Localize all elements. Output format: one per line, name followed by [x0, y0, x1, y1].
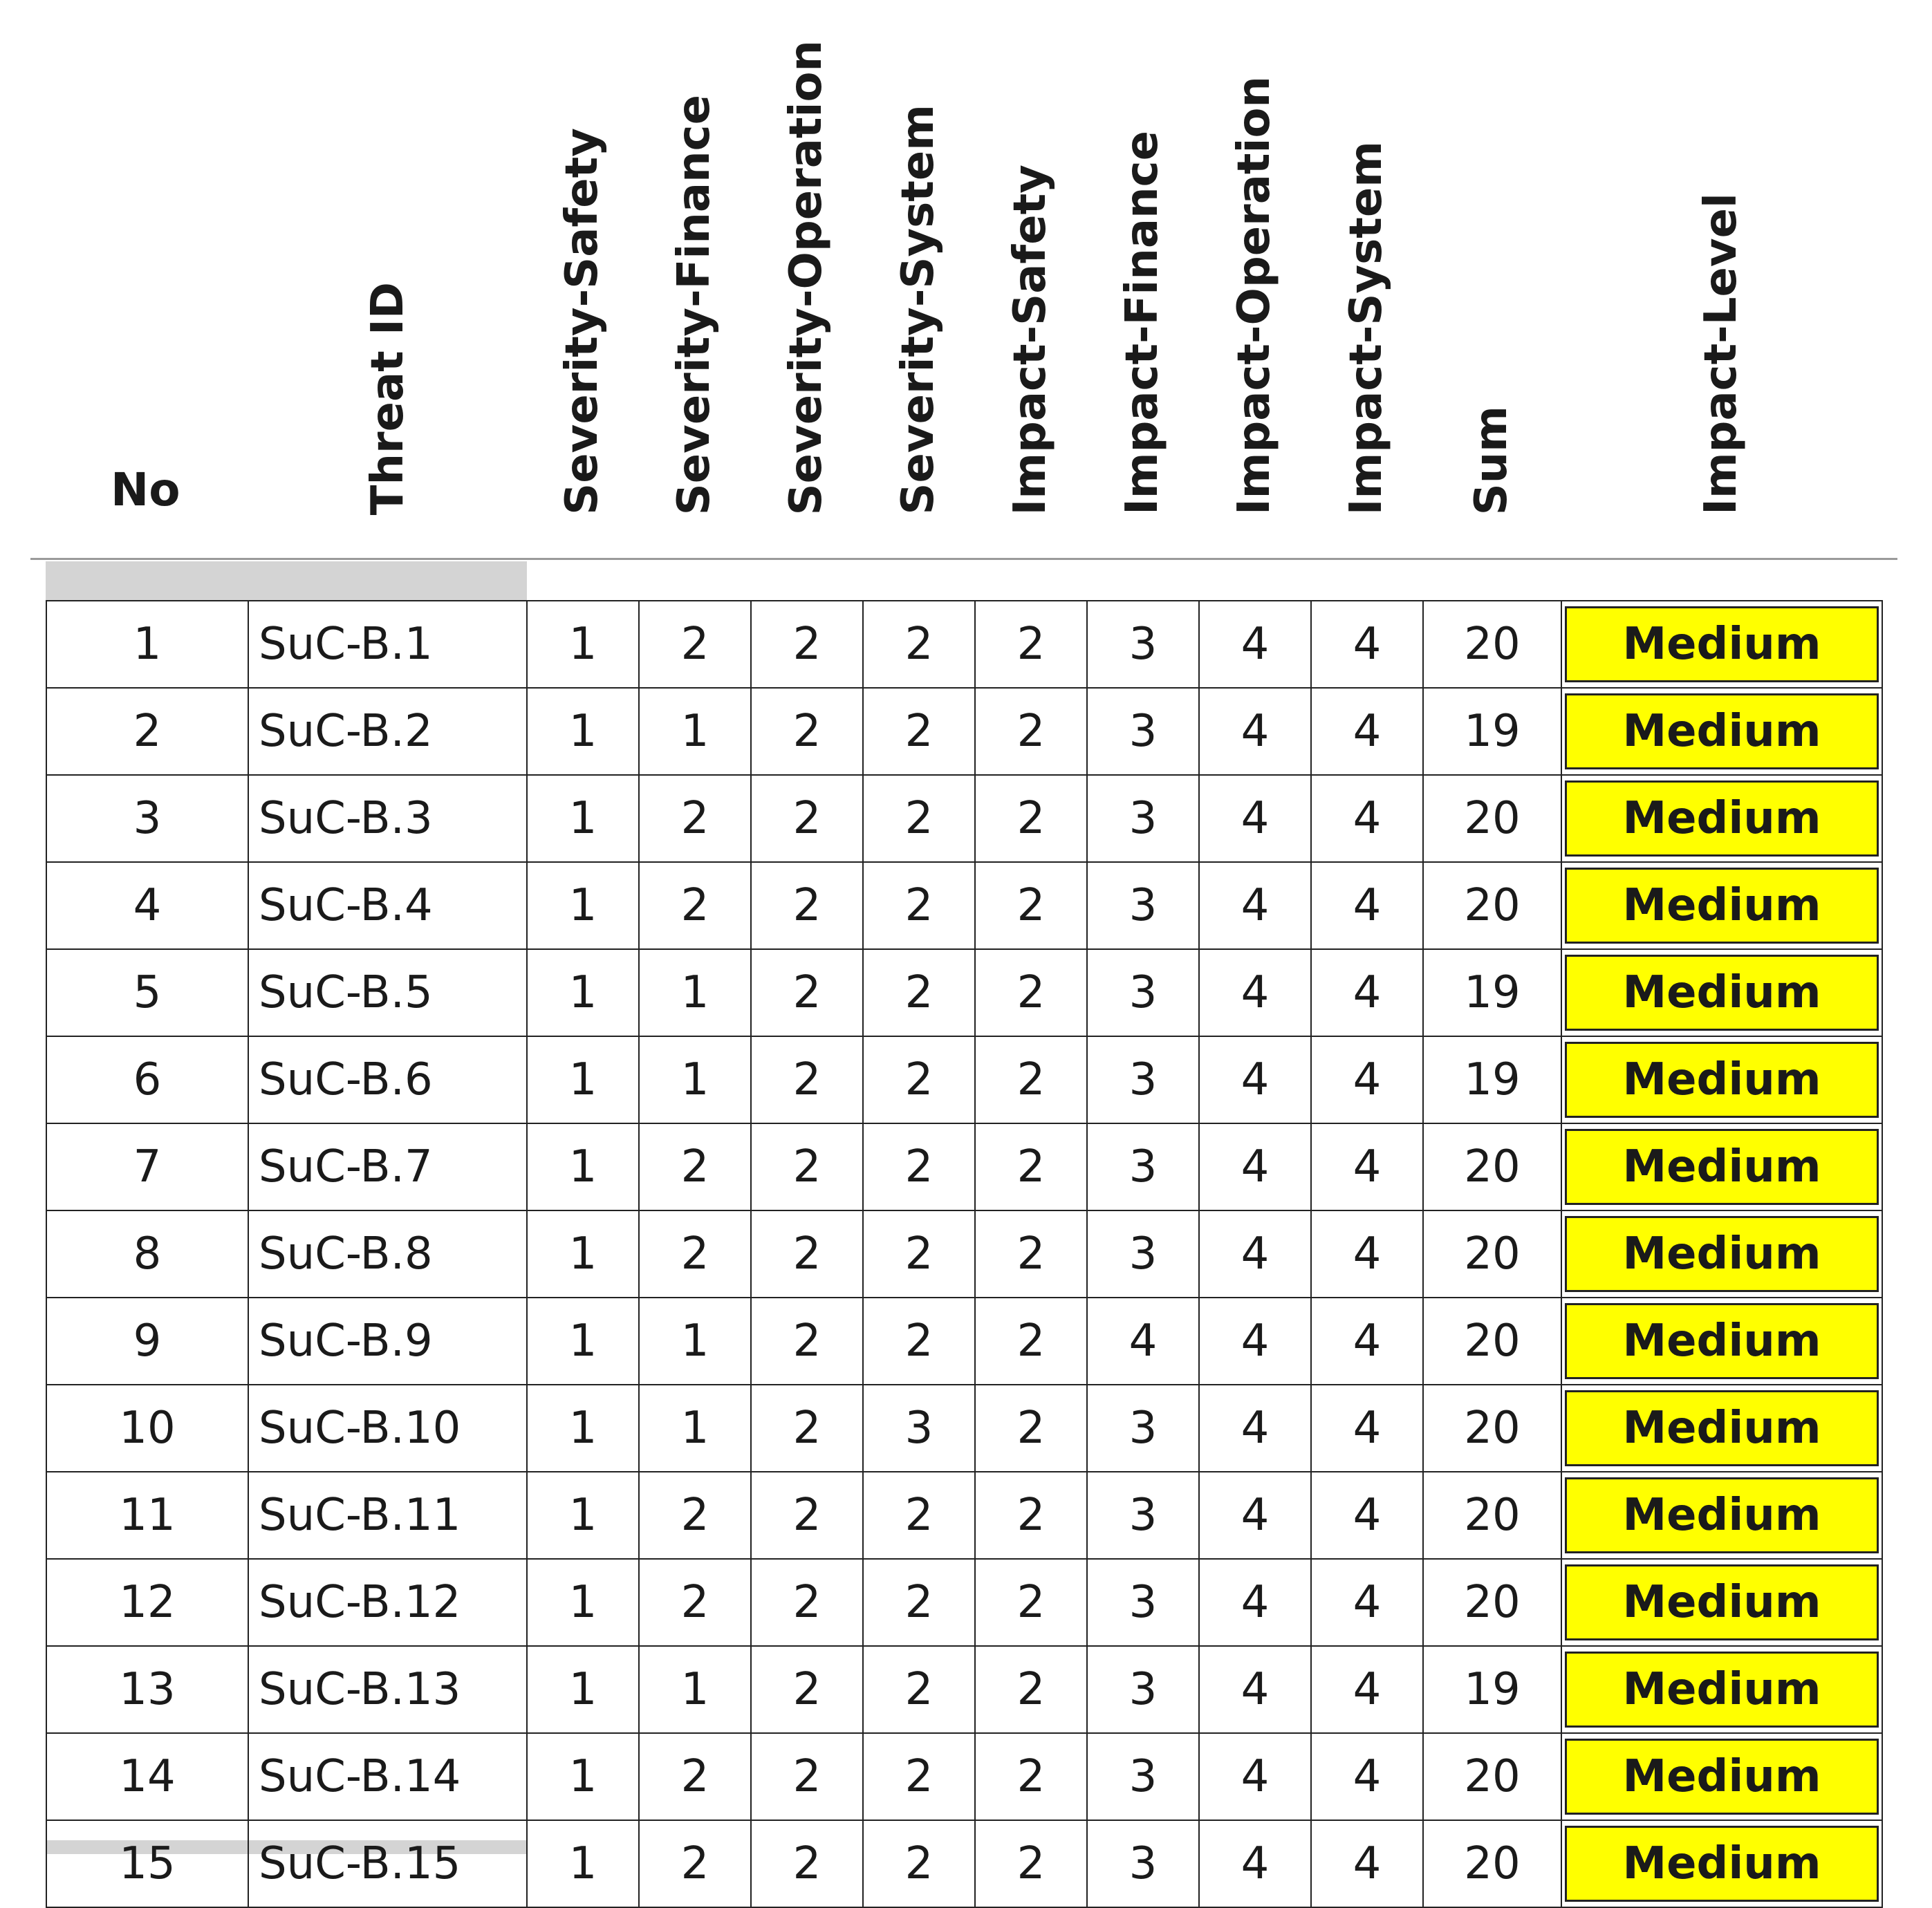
cell-impact-finance: 3: [1087, 1036, 1199, 1123]
cell-no: 14: [46, 1733, 248, 1820]
cell-severity-safety: 1: [527, 1298, 639, 1385]
cell-severity-safety: 1: [527, 601, 639, 688]
cell-threat-id: SuC-B.7: [248, 1123, 527, 1210]
cell-impact-system: 4: [1311, 1385, 1423, 1472]
cell-severity-operation: 2: [751, 1210, 863, 1298]
cell-impact-finance: 3: [1087, 949, 1199, 1036]
cell-sum: 19: [1423, 949, 1561, 1036]
cell-impact-level: [1561, 1385, 1882, 1472]
column-header-impact-finance: Impact-Finance: [1117, 131, 1168, 515]
cell-severity-operation: 2: [751, 601, 863, 688]
cell-impact-safety: 2: [975, 1646, 1087, 1733]
column-header-severity-system: Severity-System: [893, 104, 944, 515]
cell-impact-finance: 3: [1087, 1733, 1199, 1820]
cell-impact-level: [1561, 1559, 1882, 1646]
cell-impact-finance: 3: [1087, 1210, 1199, 1298]
impact-level-badge: Medium: [1565, 1390, 1879, 1466]
cell-impact-system: 4: [1311, 1733, 1423, 1820]
column-header-severity-operation: Severity-Operation: [781, 39, 832, 515]
cell-impact-finance: 3: [1087, 862, 1199, 949]
cell-impact-system: 4: [1311, 688, 1423, 775]
cell-sum: 19: [1423, 1036, 1561, 1123]
impact-level-badge: Medium: [1565, 1652, 1879, 1728]
cell-impact-operation: 4: [1199, 1385, 1311, 1472]
cell-severity-operation: 2: [751, 1298, 863, 1385]
cell-no: 11: [46, 1472, 248, 1559]
cell-severity-system: 2: [863, 949, 975, 1036]
cell-no: 10: [46, 1385, 248, 1472]
column-header-no: No: [111, 463, 180, 516]
column-header-impact-safety: Impact-Safety: [1005, 164, 1056, 515]
cell-severity-finance: 2: [639, 1123, 751, 1210]
cell-severity-safety: 1: [527, 1559, 639, 1646]
cell-impact-operation: 4: [1199, 1559, 1311, 1646]
cell-severity-finance: 1: [639, 1298, 751, 1385]
column-header-sum-cell: [1422, 0, 1561, 515]
impact-level-badge: Medium: [1565, 1564, 1879, 1640]
cell-no: 15: [46, 1820, 248, 1907]
cell-sum: 20: [1423, 775, 1561, 862]
cell-severity-finance: 1: [639, 1646, 751, 1733]
cell-severity-safety: 1: [527, 1210, 639, 1298]
cell-impact-safety: 2: [975, 1472, 1087, 1559]
cell-impact-level: [1561, 775, 1882, 862]
cell-threat-id: SuC-B.11: [248, 1472, 527, 1559]
cell-severity-operation: 2: [751, 1123, 863, 1210]
column-header-impact-system-cell: [1310, 0, 1422, 515]
cell-severity-safety: 1: [527, 1820, 639, 1907]
cell-sum: 20: [1423, 1210, 1561, 1298]
column-header-threat-id: Threat ID: [362, 281, 414, 515]
top-gray-band: [46, 561, 527, 600]
cell-sum: 20: [1423, 862, 1561, 949]
cell-impact-operation: 4: [1199, 1036, 1311, 1123]
cell-impact-level: [1561, 1820, 1882, 1907]
cell-impact-safety: 2: [975, 1123, 1087, 1210]
cell-impact-system: 4: [1311, 862, 1423, 949]
cell-threat-id: SuC-B.5: [248, 949, 527, 1036]
cell-severity-system: 2: [863, 862, 975, 949]
cell-impact-level: [1561, 1123, 1882, 1210]
cell-impact-safety: 2: [975, 1298, 1087, 1385]
cell-severity-system: 2: [863, 1298, 975, 1385]
cell-severity-finance: 2: [639, 601, 751, 688]
cell-impact-system: 4: [1311, 1820, 1423, 1907]
cell-impact-system: 4: [1311, 601, 1423, 688]
cell-severity-operation: 2: [751, 1472, 863, 1559]
cell-severity-finance: 1: [639, 1385, 751, 1472]
cell-threat-id: SuC-B.9: [248, 1298, 527, 1385]
cell-sum: 20: [1423, 1385, 1561, 1472]
cell-impact-safety: 2: [975, 601, 1087, 688]
cell-threat-id: SuC-B.3: [248, 775, 527, 862]
cell-impact-finance: 3: [1087, 775, 1199, 862]
cell-impact-finance: 3: [1087, 601, 1199, 688]
cell-impact-system: 4: [1311, 1646, 1423, 1733]
cell-impact-level: [1561, 862, 1882, 949]
column-header-severity-operation-cell: [750, 0, 862, 515]
cell-severity-finance: 1: [639, 688, 751, 775]
impact-level-badge: Medium: [1565, 693, 1879, 769]
cell-severity-system: 3: [863, 1385, 975, 1472]
column-header-severity-finance-cell: [638, 0, 750, 515]
cell-impact-finance: 3: [1087, 1123, 1199, 1210]
cell-impact-system: 4: [1311, 1123, 1423, 1210]
column-header-impact-operation: Impact-Operation: [1229, 75, 1280, 515]
cell-no: 5: [46, 949, 248, 1036]
cell-impact-operation: 4: [1199, 1646, 1311, 1733]
cell-impact-operation: 4: [1199, 688, 1311, 775]
cell-severity-safety: 1: [527, 1733, 639, 1820]
impact-level-badge: Medium: [1565, 1216, 1879, 1292]
column-header-severity-safety-cell: [526, 0, 638, 515]
column-header-impact-operation-cell: [1198, 0, 1310, 515]
cell-severity-finance: 2: [639, 1210, 751, 1298]
cell-threat-id: SuC-B.8: [248, 1210, 527, 1298]
cell-impact-finance: 3: [1087, 688, 1199, 775]
cell-severity-operation: 2: [751, 1733, 863, 1820]
cell-impact-finance: 4: [1087, 1298, 1199, 1385]
cell-severity-system: 2: [863, 688, 975, 775]
table-row: [46, 862, 1882, 949]
cell-impact-level: [1561, 601, 1882, 688]
cell-impact-finance: 3: [1087, 1559, 1199, 1646]
column-header-severity-system-cell: [862, 0, 974, 515]
cell-severity-system: 2: [863, 1472, 975, 1559]
cell-impact-system: 4: [1311, 1036, 1423, 1123]
table-row: [46, 1820, 1882, 1907]
cell-sum: 20: [1423, 1472, 1561, 1559]
cell-severity-safety: 1: [527, 949, 639, 1036]
cell-threat-id: SuC-B.10: [248, 1385, 527, 1472]
table-row: [46, 775, 1882, 862]
column-header-threat-id-cell: [248, 0, 528, 515]
cell-severity-safety: 1: [527, 1385, 639, 1472]
cell-impact-safety: 2: [975, 1559, 1087, 1646]
cell-severity-operation: 2: [751, 949, 863, 1036]
cell-impact-level: [1561, 949, 1882, 1036]
cell-severity-operation: 2: [751, 862, 863, 949]
table-row: [46, 1036, 1882, 1123]
cell-severity-finance: 2: [639, 1733, 751, 1820]
cell-impact-safety: 2: [975, 1820, 1087, 1907]
impact-level-badge: Medium: [1565, 955, 1879, 1031]
cell-severity-safety: 1: [527, 862, 639, 949]
cell-impact-system: 4: [1311, 1210, 1423, 1298]
cell-sum: 20: [1423, 601, 1561, 688]
cell-severity-safety: 1: [527, 1123, 639, 1210]
table-row: [46, 688, 1882, 775]
cell-severity-system: 2: [863, 601, 975, 688]
cell-impact-level: [1561, 688, 1882, 775]
cell-impact-system: 4: [1311, 949, 1423, 1036]
cell-impact-operation: 4: [1199, 862, 1311, 949]
cell-severity-finance: 2: [639, 1559, 751, 1646]
cell-severity-system: 2: [863, 1646, 975, 1733]
threat-table: [46, 600, 1883, 1908]
cell-sum: 19: [1423, 1646, 1561, 1733]
cell-impact-safety: 2: [975, 1036, 1087, 1123]
cell-impact-level: [1561, 1733, 1882, 1820]
cell-impact-finance: 3: [1087, 1472, 1199, 1559]
cell-severity-system: 2: [863, 1210, 975, 1298]
column-header-severity-safety: Severity-Safety: [557, 128, 608, 515]
cell-severity-operation: 2: [751, 1385, 863, 1472]
column-header-impact-finance-cell: [1086, 0, 1198, 515]
cell-impact-operation: 4: [1199, 1733, 1311, 1820]
cell-sum: 20: [1423, 1298, 1561, 1385]
cell-impact-level: [1561, 1210, 1882, 1298]
impact-level-badge: Medium: [1565, 606, 1879, 682]
table-row: [46, 1559, 1882, 1646]
cell-impact-finance: 3: [1087, 1646, 1199, 1733]
cell-no: 1: [46, 601, 248, 688]
table-row: [46, 1210, 1882, 1298]
cell-no: 7: [46, 1123, 248, 1210]
cell-impact-system: 4: [1311, 775, 1423, 862]
cell-sum: 20: [1423, 1820, 1561, 1907]
table-row: [46, 601, 1882, 688]
cell-severity-finance: 1: [639, 1036, 751, 1123]
cell-impact-system: 4: [1311, 1559, 1423, 1646]
cell-severity-finance: 2: [639, 1472, 751, 1559]
cell-severity-system: 2: [863, 1820, 975, 1907]
cell-sum: 20: [1423, 1559, 1561, 1646]
cell-impact-operation: 4: [1199, 775, 1311, 862]
cell-threat-id: SuC-B.13: [248, 1646, 527, 1733]
cell-severity-system: 2: [863, 1559, 975, 1646]
cell-impact-operation: 4: [1199, 1298, 1311, 1385]
cell-impact-safety: 2: [975, 1385, 1087, 1472]
cell-no: 12: [46, 1559, 248, 1646]
cell-sum: 20: [1423, 1123, 1561, 1210]
column-header-impact-system: Impact-System: [1341, 140, 1392, 515]
cell-impact-level: [1561, 1298, 1882, 1385]
cell-severity-safety: 1: [527, 1036, 639, 1123]
impact-level-badge: Medium: [1565, 1129, 1879, 1205]
table-row: [46, 1298, 1882, 1385]
cell-impact-safety: 2: [975, 949, 1087, 1036]
cell-no: 8: [46, 1210, 248, 1298]
cell-no: 3: [46, 775, 248, 862]
cell-sum: 20: [1423, 1733, 1561, 1820]
cell-impact-finance: 3: [1087, 1820, 1199, 1907]
table-row: [46, 1472, 1882, 1559]
cell-threat-id: SuC-B.1: [248, 601, 527, 688]
cell-impact-safety: 2: [975, 1210, 1087, 1298]
cell-threat-id: SuC-B.4: [248, 862, 527, 949]
cell-severity-finance: 2: [639, 862, 751, 949]
header-divider: [30, 558, 1897, 560]
column-header-severity-finance: Severity-Finance: [669, 94, 720, 515]
cell-impact-system: 4: [1311, 1472, 1423, 1559]
cell-impact-safety: 2: [975, 775, 1087, 862]
table-row: [46, 1385, 1882, 1472]
cell-severity-safety: 1: [527, 1472, 639, 1559]
cell-severity-finance: 2: [639, 1820, 751, 1907]
cell-severity-safety: 1: [527, 688, 639, 775]
table-header: [0, 0, 1932, 560]
cell-impact-level: [1561, 1646, 1882, 1733]
cell-threat-id: SuC-B.6: [248, 1036, 527, 1123]
table-row: [46, 1646, 1882, 1733]
cell-impact-finance: 3: [1087, 1385, 1199, 1472]
cell-severity-system: 2: [863, 1123, 975, 1210]
cell-impact-operation: 4: [1199, 1123, 1311, 1210]
cell-severity-system: 2: [863, 1733, 975, 1820]
cell-severity-safety: 1: [527, 1646, 639, 1733]
cell-impact-safety: 2: [975, 862, 1087, 949]
cell-no: 4: [46, 862, 248, 949]
cell-severity-safety: 1: [527, 775, 639, 862]
cell-impact-level: [1561, 1036, 1882, 1123]
cell-impact-operation: 4: [1199, 949, 1311, 1036]
cell-severity-system: 2: [863, 775, 975, 862]
table-row: [46, 1123, 1882, 1210]
cell-severity-finance: 1: [639, 949, 751, 1036]
table-row: [46, 949, 1882, 1036]
cell-severity-finance: 2: [639, 775, 751, 862]
impact-level-badge: Medium: [1565, 1042, 1879, 1118]
impact-level-badge: Medium: [1565, 1477, 1879, 1553]
cell-no: 6: [46, 1036, 248, 1123]
cell-impact-safety: 2: [975, 1733, 1087, 1820]
cell-impact-safety: 2: [975, 688, 1087, 775]
cell-severity-operation: 2: [751, 688, 863, 775]
cell-severity-operation: 2: [751, 1820, 863, 1907]
column-header-impact-level: Impact-Level: [1696, 193, 1747, 515]
cell-severity-operation: 2: [751, 775, 863, 862]
cell-threat-id: SuC-B.2: [248, 688, 527, 775]
cell-impact-operation: 4: [1199, 1820, 1311, 1907]
cell-threat-id: SuC-B.12: [248, 1559, 527, 1646]
cell-impact-operation: 4: [1199, 1472, 1311, 1559]
impact-level-badge: Medium: [1565, 868, 1879, 944]
cell-no: 2: [46, 688, 248, 775]
impact-level-badge: Medium: [1565, 1739, 1879, 1815]
impact-level-badge: Medium: [1565, 780, 1879, 857]
cell-severity-operation: 2: [751, 1036, 863, 1123]
cell-sum: 19: [1423, 688, 1561, 775]
cell-impact-level: [1561, 1472, 1882, 1559]
table-row: [46, 1733, 1882, 1820]
column-header-impact-level-cell: [1561, 0, 1882, 515]
cell-threat-id: SuC-B.14: [248, 1733, 527, 1820]
column-header-impact-safety-cell: [974, 0, 1086, 515]
cell-impact-operation: 4: [1199, 1210, 1311, 1298]
impact-level-badge: Medium: [1565, 1826, 1879, 1902]
cell-no: 9: [46, 1298, 248, 1385]
cell-severity-operation: 2: [751, 1646, 863, 1733]
cell-threat-id: SuC-B.15: [248, 1820, 527, 1907]
cell-impact-system: 4: [1311, 1298, 1423, 1385]
cell-severity-system: 2: [863, 1036, 975, 1123]
impact-level-badge: Medium: [1565, 1303, 1879, 1379]
cell-severity-operation: 2: [751, 1559, 863, 1646]
column-header-sum: Sum: [1466, 405, 1517, 515]
cell-impact-operation: 4: [1199, 601, 1311, 688]
table-body: [46, 601, 1882, 1907]
cell-no: 13: [46, 1646, 248, 1733]
